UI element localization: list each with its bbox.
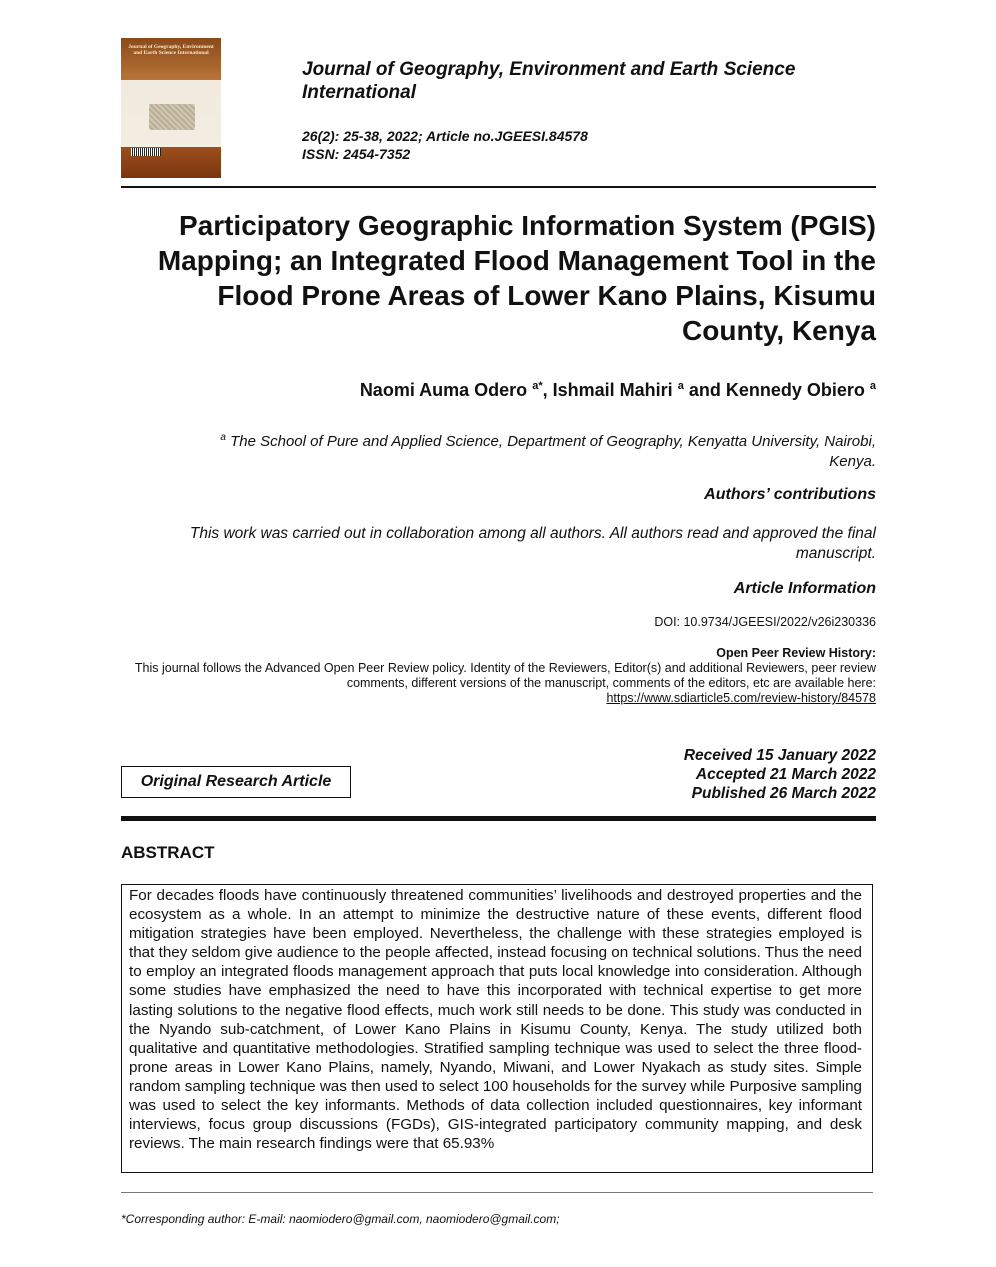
author-name: Ishmail Mahiri: [552, 380, 673, 400]
citation: 26(2): 25-38, 2022; Article no.JGEESI.84578: [302, 128, 588, 144]
author-separator: ,: [542, 380, 553, 400]
abstract-body: For decades floods have continuously threatened communities’ livelihoods and destroyed properties and the ecosystem as a whole. In an attempt to minimize the destructive nature of these events, different flood mitigation strategies have been employed. Nevertheless, the challenge with these strategies employed is that they seldom give audience to the people affected, instead focusing on technical solutions. Thus the need to employ an integrated floods management approach that puts local knowledge into consideration. Although some studies have emphasized the need to have this incorporated with technical expertise to get more lasting solutions to the negative flood effects, much work still needs to be done. This study was conducted in the Nyando sub-catchment, of Lower Kano Plains in Kisumu County, Kenya. The study utilized both qualitative and quantitative methodologies. Stratified sampling technique was used to select the three flood-prone areas in Lower Kano Plains, namely, Nyando, Miwani, and Lower Nyakach as study sites. Simple random sampling technique was then used to select 100 households for the survey while Purposive sampling was used to select the key informants. Methods of data collection included questionnaires, key informant interviews, focus group discussions (FGDs), GIS-integrated participatory community mapping, and desk reviews. The main research findings were that 65.93%: [121, 884, 873, 1173]
footnote-divider: [121, 1192, 873, 1193]
author-affiliation-mark: a*: [532, 380, 543, 392]
affiliation-mark: a: [220, 432, 226, 443]
author-name: Kennedy Obiero: [725, 380, 865, 400]
abstract-heading: ABSTRACT: [121, 843, 215, 862]
author-list: [200, 380, 876, 401]
journal-name: Journal of Geography, Environment and Earth Science International: [302, 59, 796, 103]
contributions-text: This work was carried out in collaboration among all authors. All authors read and approved the final manuscript.: [189, 525, 876, 562]
peer-review-heading: Open Peer Review History:: [716, 646, 876, 660]
article-info-heading: Article Information: [733, 580, 876, 597]
contributions-heading: Authors’ contributions: [704, 486, 876, 503]
journal-meta: [302, 127, 588, 163]
received-date: Received 15 January 2022: [683, 747, 876, 764]
section-divider: [121, 816, 876, 821]
barcode-icon: [131, 148, 161, 156]
affiliation: [180, 428, 876, 472]
publication-dates: [476, 746, 876, 803]
author-affiliation-mark: a: [869, 380, 876, 392]
accepted-date: Accepted 21 March 2022: [695, 766, 876, 783]
cover-illustration: [149, 104, 195, 130]
header-divider: [121, 186, 876, 188]
doi[interactable]: DOI: 10.9734/JGEESI/2022/v26i230336: [654, 615, 876, 629]
author-separator: and: [683, 380, 726, 400]
peer-review-text: [121, 661, 876, 706]
journal-cover-image: [121, 38, 221, 178]
affiliation-text: The School of Pure and Applied Science, Department of Geography, Kenyatta University, Nairobi, Kenya.: [230, 433, 876, 470]
article-title: Participatory Geographic Information System (PGIS) Mapping; an Integrated Flood Management Tool in the Flood Prone Areas of Lower Kano Plains, Kisumu County, Kenya: [157, 210, 876, 346]
corresponding-author-footnote: *Corresponding author: E-mail: naomiodero@gmail.com, naomiodero@gmail.com;: [121, 1212, 560, 1226]
cover-title: Journal of Geography, Environment and Earth Science International: [128, 44, 214, 56]
published-date: Published 26 March 2022: [691, 785, 876, 802]
review-history-link[interactable]: https://www.sdiarticle5.com/review-history/84578: [606, 691, 876, 705]
author-name: Naomi Auma Odero: [359, 380, 528, 400]
issn: ISSN: 2454-7352: [302, 146, 411, 162]
author-affiliation-mark: a: [677, 380, 684, 392]
article-type-badge: Original Research Article: [121, 766, 351, 798]
peer-review-description: This journal follows the Advanced Open Peer Review policy. Identity of the Reviewers, Editor(s) and additional Reviewers, peer review comments, different versions of the manuscript, comments of the editors, etc are available here:: [134, 661, 876, 690]
